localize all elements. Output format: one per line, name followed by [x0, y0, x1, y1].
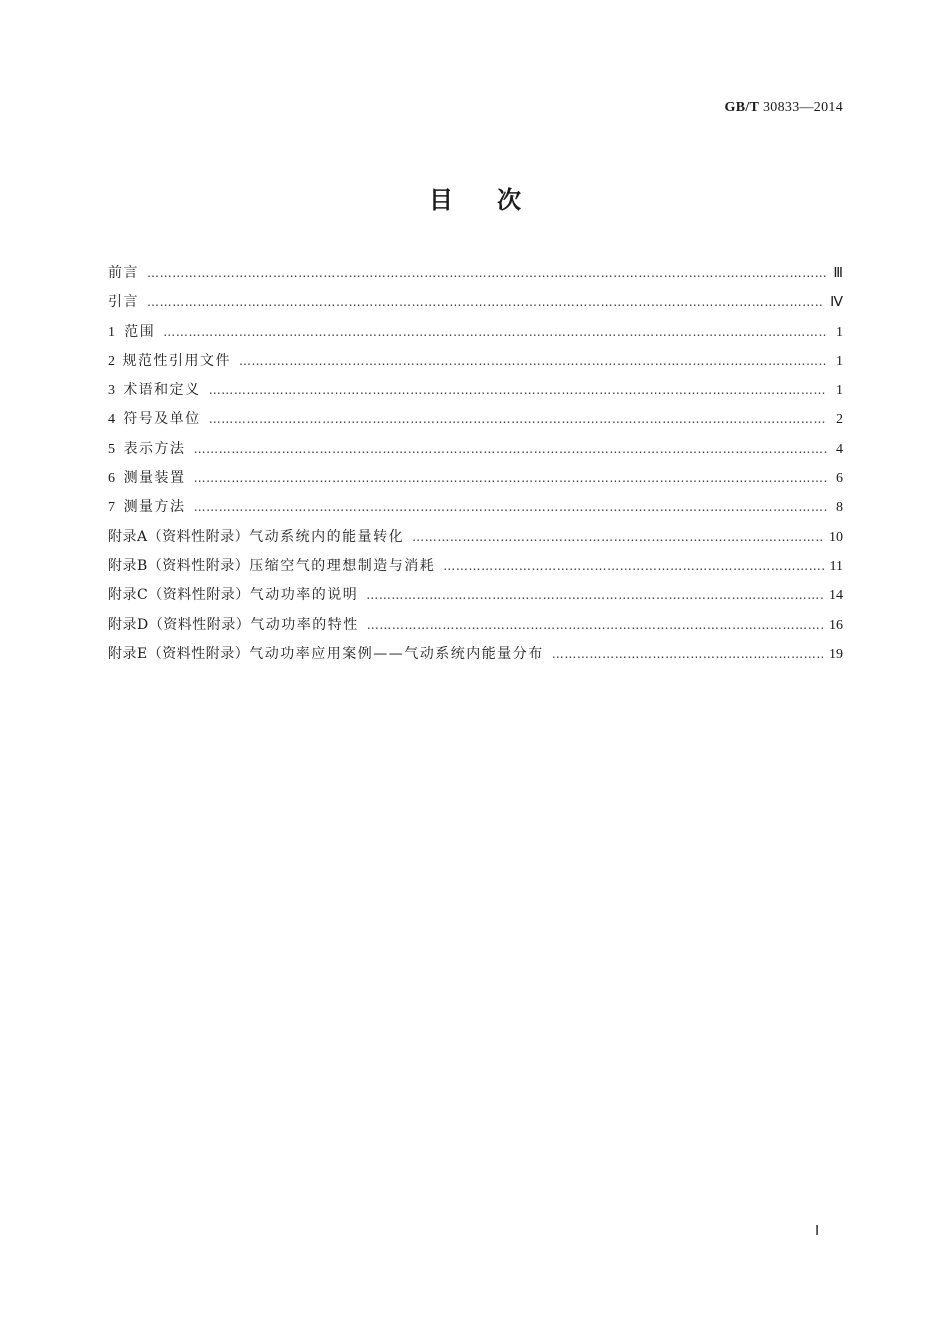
toc-entry-label: 气动功率应用案例——气动系统内能量分布: [249, 645, 544, 662]
standard-number: 30833—2014: [763, 100, 843, 115]
toc-entry-number: 4: [108, 412, 115, 428]
toc-entry-number: 7: [108, 500, 115, 516]
table-of-contents: [108, 259, 843, 669]
toc-entry-annex-e[interactable]: [108, 640, 843, 669]
toc-dot-leader: [239, 347, 827, 376]
toc-entry-introduction[interactable]: [108, 288, 843, 317]
toc-dot-leader: [147, 259, 827, 288]
toc-dot-leader: [443, 552, 823, 581]
toc-entry-annex-prefix: 附录C（资料性附录）: [108, 587, 250, 604]
toc-dot-leader: [366, 581, 823, 610]
toc-dot-leader: [147, 288, 824, 317]
toc-entry-page: 8: [836, 500, 843, 516]
toc-entry-page: 1: [836, 353, 843, 369]
toc-entry-page: 1: [836, 383, 843, 399]
toc-entry-page: Ⅳ: [830, 295, 843, 311]
toc-entry-label: 引言: [108, 294, 139, 311]
toc-dot-leader: [209, 405, 827, 434]
standard-prefix: GB/T: [724, 100, 760, 115]
toc-entry-7[interactable]: [108, 493, 843, 522]
toc-dot-leader: [412, 523, 823, 552]
page-title: 目次: [429, 186, 565, 214]
toc-entry-label: 符号及单位: [123, 411, 201, 428]
toc-entry-3[interactable]: [108, 376, 843, 405]
toc-entry-label: 前言: [108, 265, 139, 281]
toc-dot-leader: [367, 611, 823, 640]
toc-entry-annex-c[interactable]: [108, 581, 843, 610]
toc-entry-label: 气动功率的特性: [250, 616, 359, 633]
toc-entry-page: Ⅲ: [833, 266, 843, 281]
toc-entry-label: 测量装置: [123, 470, 186, 487]
toc-entry-page: 2: [836, 412, 843, 428]
toc-entry-page: 6: [836, 471, 843, 487]
toc-entry-annex-prefix: 附录B（资料性附录）: [108, 557, 250, 574]
toc-entry-label: 范围: [124, 323, 156, 340]
toc-entry-5[interactable]: [108, 435, 843, 464]
toc-entry-number: 6: [108, 471, 115, 487]
toc-entry-annex-prefix: 附录E（资料性附录）: [108, 645, 250, 662]
toc-dot-leader: [552, 640, 823, 669]
page-number: Ⅰ: [815, 1224, 820, 1239]
toc-entry-label: 气动系统内的能量转化: [249, 528, 405, 545]
toc-entry-foreword[interactable]: [108, 259, 843, 288]
toc-entry-6[interactable]: [108, 464, 843, 493]
toc-entry-1[interactable]: [108, 318, 843, 347]
toc-entry-page: 4: [836, 441, 843, 457]
toc-entry-annex-d[interactable]: [108, 611, 843, 640]
toc-entry-number: 2: [108, 353, 115, 369]
toc-entry-annex-a[interactable]: [108, 523, 843, 552]
toc-entry-page: 16: [829, 617, 843, 633]
toc-dot-leader: [194, 464, 827, 493]
toc-dot-leader: [194, 493, 827, 522]
toc-entry-annex-b[interactable]: [108, 552, 843, 581]
toc-entry-label: 气动功率的说明: [249, 587, 359, 604]
toc-entry-4[interactable]: [108, 405, 843, 434]
toc-entry-page: 10: [829, 529, 843, 545]
toc-entry-number: 3: [108, 383, 115, 399]
toc-entry-annex-prefix: 附录D（资料性附录）: [108, 616, 251, 633]
toc-entry-number: 1: [108, 324, 115, 340]
toc-entry-page: 19: [829, 646, 843, 662]
toc-entry-page: 1: [836, 324, 843, 340]
toc-entry-label: 压缩空气的理想制造与消耗: [249, 557, 436, 574]
toc-entry-number: 5: [108, 441, 115, 457]
toc-dot-leader: [209, 376, 827, 405]
toc-entry-label: 规范性引用文件: [122, 352, 231, 369]
toc-entry-annex-prefix: 附录A（资料性附录）: [108, 528, 250, 545]
toc-entry-label: 表示方法: [123, 440, 186, 457]
standard-code: [725, 100, 843, 116]
toc-dot-leader: [163, 318, 827, 347]
toc-entry-page: 11: [829, 558, 843, 574]
toc-entry-label: 术语和定义: [123, 382, 201, 399]
toc-entry-label: 测量方法: [123, 499, 186, 516]
toc-entry-2[interactable]: [108, 347, 843, 376]
toc-entry-page: 14: [829, 588, 843, 604]
toc-dot-leader: [194, 435, 827, 464]
